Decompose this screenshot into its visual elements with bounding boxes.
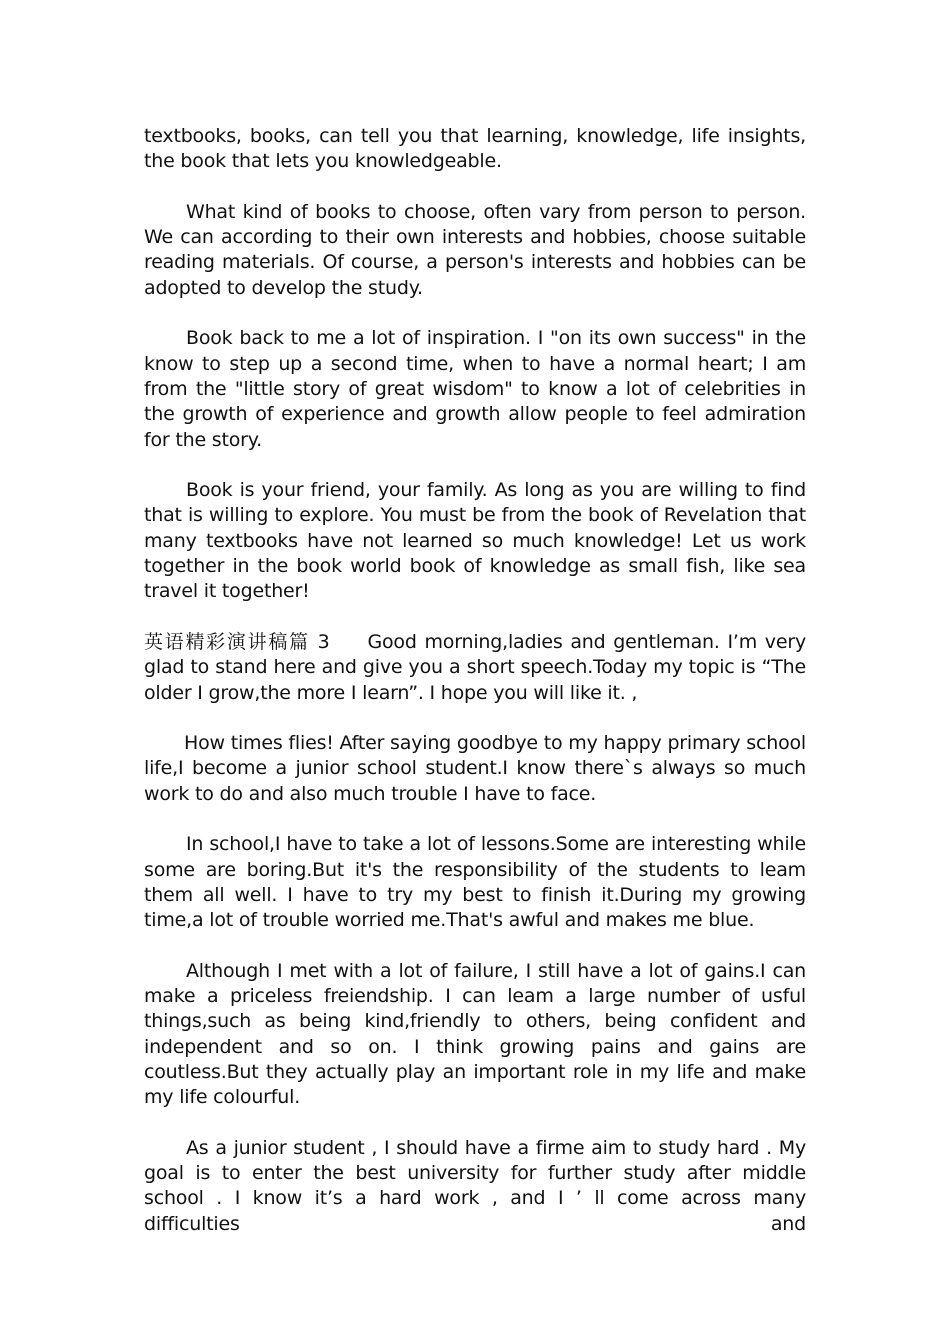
paragraph-failure-gains: Although I met with a lot of failure, I still have a lot of gains.I can make a priceless freiendship. I can leam a large number of usful things,such as being kind,friendly to others, being confident and independent and so on. I think growing pains and gains are coutless.But they actually play an important role in my life and make my life colourful. <box>144 959 806 1109</box>
section-opening <box>144 630 806 706</box>
section-intro-text: Good morning,ladies and gentleman. I’m very glad to stand here and give you a short speech.Today my topic is “The older I grow,the more I learn”. I hope you will like it. , <box>144 630 806 704</box>
paragraph-times-flies: How times flies! After saying goodbye to my happy primary school life,I become a junior school student.I know there`s always so much work to do and also much trouble I have to face. <box>144 732 806 805</box>
paragraph-book-friend: Book is your friend, your family. As long as you are willing to find that is willing to explore. You must be from the book of Revelation that many textbooks have not learned so much knowledge! Let us work together in the book world book of knowledge as small fish, like sea travel it together! <box>144 479 806 603</box>
document-page <box>144 124 806 1237</box>
paragraph-continuation: textbooks, books, can tell you that learning, knowledge, life insights, the book that lets you knowledgeable. <box>144 125 806 173</box>
paragraph-junior-student: As a junior student , I should have a firme aim to study hard . My goal is to enter the best university for further study after middle school . I know it’s a hard work , and I ’ ll come across many difficulties and <box>144 1136 806 1235</box>
paragraph-school-lessons: In school,I have to take a lot of lessons.Some are interesting while some are boring.But it's the responsibility of the students to leam them all well. I have to try my best to finish it.During my growing time,a lot of trouble worried me.That's awful and makes me blue. <box>144 833 806 932</box>
section-heading: 英语精彩演讲稿篇 3 <box>144 630 330 653</box>
paragraph-choosing-books: What kind of books to choose, often vary from person to person. We can according to their own interests and hobbies, choose suitable reading materials. Of course, a person's interests and hobbies can be adopted to develop the study. <box>144 200 806 299</box>
paragraph-inspiration: Book back to me a lot of inspiration. I "on its own success" in the know to step up a second time, when to have a normal heart; I am from the "little story of great wisdom" to know a lot of celebrities in the growth of experience and growth allow people to feel admiration for the story. <box>144 327 806 451</box>
